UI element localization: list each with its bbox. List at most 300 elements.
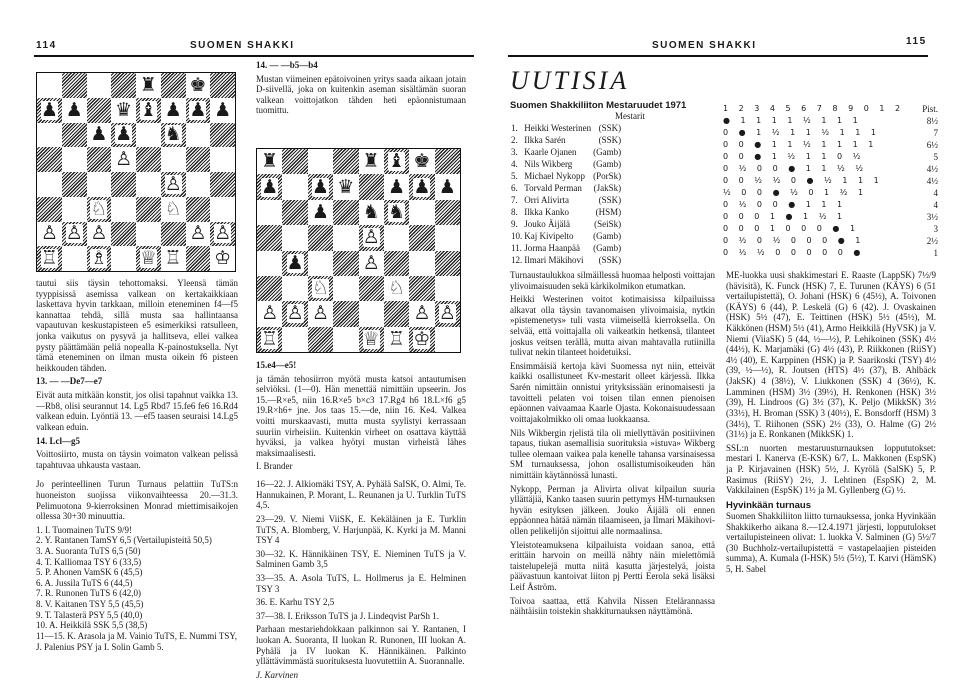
black-pawn-icon: ♟ [413,175,431,198]
left-column-2-lower [256,360,466,685]
analysis-paragraph-1: tautui siis täysin tehottomaksi. Yleensä tämän tyyppisissä asemissa valkean on kertakaikkiaan laskettava hyvin tarkkaan, milloin eteneminen f4—f5 kannattaa tehdä, sillä musta saa hallintaansa vapautuvan keskustapisteen e5 esimerkiksi ratsulleen, jonka vaikutus on pysyvä ja hallitseva, ellei valkea pysty päättämään peliä nopealla K-painostuksella. Nyt tämä eteneminen on ilman musta oikein f6 pisteen heikkouden tähden. [36,278,238,373]
rank: 1. [511,122,518,133]
result-item: 5. P. Ahonen VamSK 6 (45,5) [36,567,143,578]
board-square [409,276,434,301]
board-square [257,276,282,301]
board-square [37,123,62,148]
player-name: Orri Alivirta [524,194,569,205]
rank: 8. [511,206,518,217]
move-13: 13. — —De7—e7 [36,376,103,387]
board-square [62,98,87,123]
board-square [161,172,186,197]
black-pawn-icon: ♟ [189,98,207,121]
left-running-head: SUOMEN SHAKKI [190,40,295,51]
crosstable-row [723,223,938,235]
white-knight-icon: ♘ [90,197,108,220]
white-pawn-icon: ♙ [438,302,456,325]
board-square [210,73,235,98]
right-page [480,0,960,690]
black-pawn-icon: ♟ [311,175,329,198]
board-square [87,172,112,197]
report-paragraph: Yleistoteamuksena kilpailuista voidaan sanoa, että erittäin harvoin on meillä nähty näin mielettömiä taistelupelejä mutta niitä kasutta järjestelyä, joista päävastuun kantoivat liiton pj Pertti Eerola sekä lisäksi Leif Åström. [510,539,715,593]
report-paragraph: Turnaustaulukkoa silmäillessä huomaa helposti voittajan ylivoimaisuuden sekä kärkikolmikon etumatkan. [510,270,715,291]
board-square [136,98,161,123]
black-queen-icon: ♛ [337,175,355,198]
crosstable-row [723,211,938,223]
rank: 6. [511,182,518,193]
board-square [62,73,87,98]
player-name: Jorma Haanpää [524,242,580,253]
result-item: 10. A. Heikkilä SSK 5,5 (38,5) [36,620,148,631]
board-square [257,327,282,352]
board-square [409,174,434,199]
rank: 2. [511,134,518,145]
board-square [37,222,62,247]
board-square [333,251,358,276]
standings-row [510,254,622,266]
board-square [257,174,282,199]
board-square [359,251,384,276]
white-rook-icon: ♖ [40,247,58,270]
black-pawn-icon: ♟ [261,175,279,198]
move-15: 15.e4—e5! [256,360,297,370]
board-square [257,251,282,276]
crosstable-results: ● 1 1 1 1 ½ 1 1 1 [723,115,862,125]
white-king-icon: ♔ [214,247,232,270]
board-square [161,147,186,172]
black-knight-icon: ♞ [362,200,380,223]
player-name: Ilkka Kanko [524,206,569,217]
board-square [359,174,384,199]
black-pawn-icon: ♟ [388,175,406,198]
standings-row [510,218,622,230]
board-square [333,149,358,174]
board-square [136,172,161,197]
white-pawn-icon: ♙ [90,222,108,245]
crosstable-results: 0 0 ● 1 1 ½ 1 1 1 1 [723,139,878,149]
crosstable-row [723,115,938,127]
board-square [136,197,161,222]
crosstable-results: 0 0 ½ ½ 0 ● ½ 1 1 1 [723,175,883,185]
board-square [384,174,409,199]
white-pawn-icon: ♙ [164,172,182,195]
crosstable-results: ½ 0 0 ● ½ 0 1 ½ 1 [723,187,868,197]
board-square [409,251,434,276]
board-square [435,251,460,276]
chess-diagram-2 [256,148,461,353]
board-square [384,251,409,276]
rank: 12. [511,254,523,265]
board-square [409,200,434,225]
board-square [111,197,136,222]
board-square [333,276,358,301]
tournament-results-list [36,525,238,652]
board-square [186,73,211,98]
analysis-paragraph-5: ja tämän tehosiirron myötä musta katsoi antautumisen selviöksi. (1—0). Hän menettää nimittäin upseerin. Jos 15.—R×e5, niin 16.R×e5 b×c3 17.Rg4 h6 18.L×f6 g5 19.R×h6+ jne. Jos taas 15.—de, niin 16. Ke4. Valkea voitti murskaavasti, mutta musta syylistyi kerrassaan suuriin virheisiin. Kuitenkin virheet on osattava käyttää hyväksi, ja valkea hyötyi mustan virheistä lähes maksimaalisesti. [256,373,466,458]
board-square [384,225,409,250]
board-square [384,200,409,225]
standings-left [510,100,710,270]
rank: 4. [511,158,518,169]
club: (Gamb) [593,158,622,169]
board-square [308,301,333,326]
result-item: 3. A. Suoranta TuTS 6,5 (50) [36,546,141,557]
white-bishop-icon: ♗ [90,247,108,270]
player-name: Heikki Westerinen [524,122,592,133]
board-square [435,276,460,301]
board-square [186,123,211,148]
board-square [161,197,186,222]
board-square [308,200,333,225]
board-square [136,123,161,148]
white-knight-icon: ♘ [311,277,329,300]
board-square [62,246,87,271]
board-square [37,172,62,197]
standings-row [510,134,622,146]
crosstable-results: 0 0 0 1 0 0 0 ● 1 [723,223,860,233]
result-group: 33—35. A. Asola TuTS, L. Hollmerus ja E. Helminen TSY 3 [256,572,466,594]
board-square [333,301,358,326]
player-name: Kaj Kivipelto [524,230,574,241]
board-square [37,73,62,98]
white-pawn-icon: ♙ [115,148,133,171]
board-square [111,246,136,271]
board-square [136,222,161,247]
board-square [384,327,409,352]
board-square [111,222,136,247]
hyvinkaa-title: Hyvinkään turnaus [726,499,811,511]
board-square [282,327,307,352]
crosstable-row [723,175,938,187]
board-square [308,251,333,276]
board-square [333,200,358,225]
black-pawn-icon: ♟ [65,98,83,121]
rank: 9. [511,218,518,229]
black-bishop-icon: ♝ [388,150,406,173]
player-points: 1 [933,247,938,258]
junior-results: SSL:n nuorten mestaruusturnauksen loppututokset: mestari I. Kanerva (E-KSK) 6/7, L. Makkonen (EspSK) ja P. Kirjavainen (HSK) 5½, J. Kyrölä (SalSK) 5, P. Rasimus (RiiSY) 2½, J. Lehtinen (EspSK) 2, M. Vakkilainen (EspSK) 1½ ja M. Gyllenberg (G) ½. [726,442,936,496]
club: (PorSk) [593,170,622,181]
board-square [384,301,409,326]
player-name: Jouko Äijälä [524,218,570,229]
white-rook-icon: ♖ [164,247,182,270]
crosstable-results: 0 0 ● 1 ½ 1 1 0 ½ [723,151,865,161]
board-square [136,246,161,271]
move-14: 14. Lcl—g5 [36,435,80,446]
white-rook-icon: ♖ [261,327,279,350]
result-item: 11—15. K. Arasola ja M. Vainio TuTS, E. Nummi TSY, J. Palenius PSY ja I. Solin Gamb 5. [36,630,237,652]
club: (SeiSk) [594,218,622,229]
board-square [308,327,333,352]
right-column-2 [726,270,936,685]
board-square [186,147,211,172]
white-pawn-icon: ♙ [286,302,304,325]
club: (HSM) [595,206,622,217]
board-square [210,123,235,148]
player-points: 3 [933,223,938,234]
crosstable-row [723,163,938,175]
report-paragraph: Heikki Westerinen voitot kotimaisissa kilpailuissa alkavat olla täysin tavanomaisen ylivoimaisia, nytkin »pistemenetys» tuli vasta viimeisellä kierroksella. On selvää, että voittajalla oli vaikeatkin hetkensä, tilanteet joskus veitsen terällä, mutta aivan mahtavalla rutiinilla tulivat nekin tilanteet hoidetuiksi. [510,294,715,358]
analysis-paragraph-3: Voittosiirto, musta on täysin voimaton valkean pelissä tapahtuvaa uhkausta vastaan. [36,449,238,470]
board-square [87,98,112,123]
white-pawn-icon: ♙ [311,302,329,325]
board-square [111,73,136,98]
result-item: 8. V. Kaitanen TSY 5,5 (45,5) [36,599,144,610]
board-square [435,149,460,174]
board-square [186,222,211,247]
left-column-1 [36,278,238,678]
white-knight-icon: ♘ [164,197,182,220]
board-square [409,301,434,326]
player-points: 6½ [926,139,938,150]
white-queen-icon: ♕ [139,247,157,270]
board-square [359,149,384,174]
crosstable-row [723,139,938,151]
board-square [87,123,112,148]
rank: 7. [511,194,518,205]
club: (SSK) [598,134,622,145]
black-knight-icon: ♞ [164,123,182,146]
board-square [111,172,136,197]
board-square [161,123,186,148]
board-square [111,98,136,123]
crosstable-results: 0 ½ 0 0 ● 1 1 1 [723,199,847,209]
standings-subtitle: Mestarit [615,111,645,122]
standings-grid [723,104,938,264]
tournament-intro: Jo perinteellinen Turun Turnaus pelattiin TuTS:n huoneiston suojissa viikonvaihteessa 20.—31.3. Pelimuotona 9-kierroksinen Monrad miettimisaikojen ollessa 30+30 minuuttia. [36,479,238,522]
board-square [308,149,333,174]
black-pawn-icon: ♟ [115,123,133,146]
report-paragraph: Nykopp, Perman ja Alivirta olivat kilpailun suuria yllättäjiä, Kanko taasen suurin pettymys HM-turnauksen hyvän esityksen jälkeen. Jouko Äijälä oli ennen eppäonnea hätää nämän tilaamiseen, ja Ilmari Mäkihovi-ollen pelikelijön sijoittui alle normaalinsa. [510,483,715,537]
board-square [282,174,307,199]
player-name: Kaarle Ojanen [524,146,577,157]
board-square [161,246,186,271]
report-paragraph: Ensimmäisiä kertoja kävi Suomessa nyt niin, etteivät kaikki osallistuneet Kv-mestarit olleet kärjessä. Ilkka Sarén nimittäin onnistui yrityksissään erinomaisesti ja tavoitteli pelaten voi toisen tilan ennen pienoisen epäonnen vaivaamaa Kaarle Ojasta. Kokonaisuudessaan voittajakolmikko oli omaa luokkaansa. [510,360,715,424]
black-pawn-icon: ♟ [438,175,456,198]
board-square [210,98,235,123]
board-square [87,222,112,247]
board-square [62,172,87,197]
board-square [186,197,211,222]
black-pawn-icon: ♟ [214,98,232,121]
board-square [435,301,460,326]
crosstable-rows [723,115,938,259]
club: (Gamb) [593,242,622,253]
player-points: 2½ [926,235,938,246]
board-square [257,149,282,174]
board-square [282,200,307,225]
crosstable-row [723,199,938,211]
me-class-results: ME-luokka uusi shakkimestari E. Raaste (LappSK) 7½/9 (hävisitä), K. Funck (HSK) 7, E. Turunen (KÄYS) 6 (51 vertailupistettä), O. Johani (HSK) 6 (45½), A. Toivonen (KÄYS) 6 (44), P. Leskelä (G) 6 (42). J. Ovaskainen (HSK) 5½ (47), E. Teittinen (HSK) 5½ (45½), M. Käkkönen (HSM) 5½ (41), Armo Heikkilä (HyVSK) ja V. Niemi (ViiaSK) 5 (44, ½—½), P. Lehikoinen (SSK) 4½ (44½), K. Marjamäki (G) 4½ (43), P. Riikkonen (RiiSY) 4½ (40), E. Karppinen (HSK) ja P. Saarikoski (TSY) 4½ (39, ½—½), R. Joutsen (HTS) 4½ (37), B. Ahlbäck (JakSK) 4 (38½), V. Liukkonen (SSK) 4 (36½), K. Lamminen (HSM) 3½ (39½), H. Renkonen (HSK) 3½ (39), H. Lindroos (G) 3½ (37), K. Peljo (MikkSK) 3½ (33½), H. Broman (SSK) 3 (40½), E. Bonsdorff (HSM) 3 (34½), T. Riihonen (SSK) 2½ (33), O. Halme (G) 2½ (31½) ja E. Ronkanen (MikkSK) 1. [726,270,936,440]
standings-row [510,146,622,158]
result-item: 7. R. Runonen TuTS 6 (42,0) [36,588,142,599]
player-name: Michael Nykopp [524,170,585,181]
board-square [87,147,112,172]
left-header-rule [34,55,474,57]
black-pawn-icon: ♟ [311,200,329,223]
board-square [359,225,384,250]
right-column-1 [510,270,715,685]
crosstable-row [723,151,938,163]
crosstable-results: 0 ● 1 ½ 1 1 ½ 1 1 1 [723,127,881,137]
rank: 10. [511,230,523,241]
board-square [333,327,358,352]
player-points: 4 [933,187,938,198]
crosstable-row [723,235,938,247]
result-group: 16—22. J. Alkiomäki TSY, A. Pyhälä SaISK, O. Almi, Te. Hannukainen, P. Morant, L. Reunanen ja U. Turklin TuTS 4,5. [256,479,466,511]
board-square [384,276,409,301]
player-name: Ilkka Sarén [524,134,566,145]
standings-row [510,230,622,242]
board-square [333,174,358,199]
crosstable-results: 0 0 0 1 ● 1 ½ 1 [723,211,847,221]
chess-diagram-1 [36,72,236,272]
author-signature-2: J. Karvinen [256,669,298,680]
black-rook-icon: ♜ [139,73,157,96]
crosstable-results: 0 ½ ½ 0 0 0 0 0 ● [723,247,865,257]
rank: 5. [511,170,518,181]
board-square [435,174,460,199]
board-square [210,197,235,222]
board-square [87,197,112,222]
report-paragraph: Toivoa saattaa, että Kahvila Nissen Etelärannassa näihtäisiin toistekin shakkiturnauksen näyttämönä. [510,595,715,617]
board-square [359,200,384,225]
black-bishop-icon: ♝ [139,98,157,121]
black-knight-icon: ♞ [388,200,406,223]
standings-row [510,170,622,182]
board-square [409,225,434,250]
board-square [87,73,112,98]
white-pawn-icon: ♙ [362,226,380,249]
board-square [62,222,87,247]
board-square [257,301,282,326]
board-square [111,147,136,172]
rank: 11. [511,242,522,253]
board-square [257,200,282,225]
player-name: Torvald Perman [524,182,582,193]
left-page-number: 114 [36,40,57,51]
white-pawn-icon: ♙ [40,222,58,245]
player-points: 7 [933,127,938,138]
board-square [359,301,384,326]
board-square [308,174,333,199]
right-running-head: SUOMEN SHAKKI [652,40,757,51]
player-name: Ilmari Mäkihovi [524,254,584,265]
board-square [161,222,186,247]
white-pawn-icon: ♙ [65,222,83,245]
board-square [435,327,460,352]
result-item: 2. Y. Rantanen TamSY 6,5 (Vertailupisteitä 50,5) [36,535,212,546]
white-pawn-icon: ♙ [261,302,279,325]
standings-title: Suomen Shakkiliiton Mestaruudet 1971 [510,100,687,111]
standings-row [510,242,622,254]
black-pawn-icon: ♟ [164,98,182,121]
points-header: Pist. [922,104,938,114]
black-king-icon: ♚ [413,150,431,173]
club: (SSK) [598,194,622,205]
white-knight-icon: ♘ [388,277,406,300]
black-pawn-icon: ♟ [286,251,304,274]
player-points: 4 [933,199,938,210]
crosstable-row [723,187,938,199]
club: (SSK) [598,254,622,265]
board-square [186,172,211,197]
result-item: 6. A. Jussila TuTS 6 (44,5) [36,577,133,588]
board-square [186,98,211,123]
white-queen-icon: ♕ [362,327,380,350]
board-square [308,276,333,301]
player-points: 4½ [926,175,938,186]
board-square [333,225,358,250]
standings-row [510,206,622,218]
club: (SSK) [598,122,622,133]
board-square [161,98,186,123]
crosstable-results: 0 ½ 0 0 ● 1 1 ½ ½ [723,163,868,173]
black-rook-icon: ♜ [261,150,279,173]
board-square [282,276,307,301]
club: (Gamb) [593,230,622,241]
result-group: 37—38. I. Eriksson TuTS ja J. Lindeqvist ParSh 1. [256,610,440,621]
prize-paragraph: Parhaan mestariehdokkaan palkinnon sai Y. Rantanen, I luokan A. Suoranta, II luokan R. Runonen, III luokan A. Pyhälä ja IV luokan K. Hännikäinen. Palkinto yllättävimmästä suorituksesta luovutettiin A. Suorannalle. [256,624,466,667]
board-square [210,172,235,197]
board-square [282,225,307,250]
board-square [136,147,161,172]
analysis-paragraph-2: Eivät auta mitkään konstit, jos olisi tapahnut vaikka 13. —Rb8, olisi seurannut 14. Lg5 Rbd7 15.fe6 fe6 16.Rd4 valkean eduin. Lyöntiä 13. —ef5 taasen seuraisi 14.Lg5 valkean eduin. [36,390,238,432]
player-name: Nils Wikberg [524,158,573,169]
board-square [282,149,307,174]
board-square [409,149,434,174]
player-points: 3½ [926,211,938,222]
board-square [62,123,87,148]
result-item: 9. T. Talasterä PSY 5,5 (40,0) [36,609,143,620]
board-square [186,246,211,271]
standings-row [510,122,622,134]
white-rook-icon: ♖ [388,327,406,350]
result-item: 1. I. Tuomainen TuTS 9/9! [36,524,133,535]
analysis-paragraph-4: Mustan viimeinen epätoivoinen yritys saada aikaan jotain D-siivellä, joka on kuitenkin aseman sisältämän suoran valkean voittojatkon tähden heti epäonnistumaan tuomittu. [256,73,466,116]
black-queen-icon: ♛ [115,98,133,121]
white-pawn-icon: ♙ [214,222,232,245]
crosstable-row [723,127,938,139]
rank: 3. [511,146,518,157]
black-rook-icon: ♜ [362,150,380,173]
standings-row [510,158,622,170]
player-points: 8½ [926,115,938,126]
board-square [62,197,87,222]
board-square [282,301,307,326]
standings-table [510,122,622,266]
right-header-rule [508,55,928,57]
result-item: 4. T. Kalliomaa TSY 6 (33,5) [36,556,142,567]
board-square [111,123,136,148]
hyvinkaa-text: Suomen Shakkiliiton liitto turnauksessa, jonka Hyvinkään Shakkikerho aikana 8.—12.4.1971 järjesti, lopputulokset vertailupisteineen olivat: 1. luokka V. Salminen (G) 5½/7 (30 Buchholz-vertailupistettä = vastapelaajien pisteiden summa), A. Kumala (I-HSK) 5½ (5½), T. Karvi (HämSK) 5, H. Sabel [726,511,936,575]
result-group: 23—29. V. Niemi ViiSK, E. Kekäläinen ja E. Turklin TuTS, A. Blomberg, V. Harjunpää, K. Kyrki ja M. Manni TSY 4 [256,513,466,546]
board-square [87,246,112,271]
section-title: UUTISIA [510,66,630,95]
board-square [210,147,235,172]
crosstable-header: 1 2 3 4 5 6 7 8 9 0 1 2 [723,104,905,113]
board-square [210,246,235,271]
report-paragraph: Nils Wikbergin rjelistä tila oli miellyttävän positiivinen tapaus, tiukan asemallisia suorituksia »istuva» Wikberg tullee olemaan vaikea pala kenelle tahansa varsinaisessa SM turnauksessa, johon osallistumisoikeuden hän nimittäin käytännössä lunasti. [510,427,715,480]
board-square [359,276,384,301]
player-points: 5 [933,151,938,162]
board-square [37,98,62,123]
board-square [435,200,460,225]
result-group: 30—32. K. Hännikäinen TSY, E. Nieminen TuTS ja V. Salminen Gamb 3,5 [256,548,466,570]
board-square [37,246,62,271]
board-square [435,225,460,250]
club: (Gamb) [593,146,622,157]
